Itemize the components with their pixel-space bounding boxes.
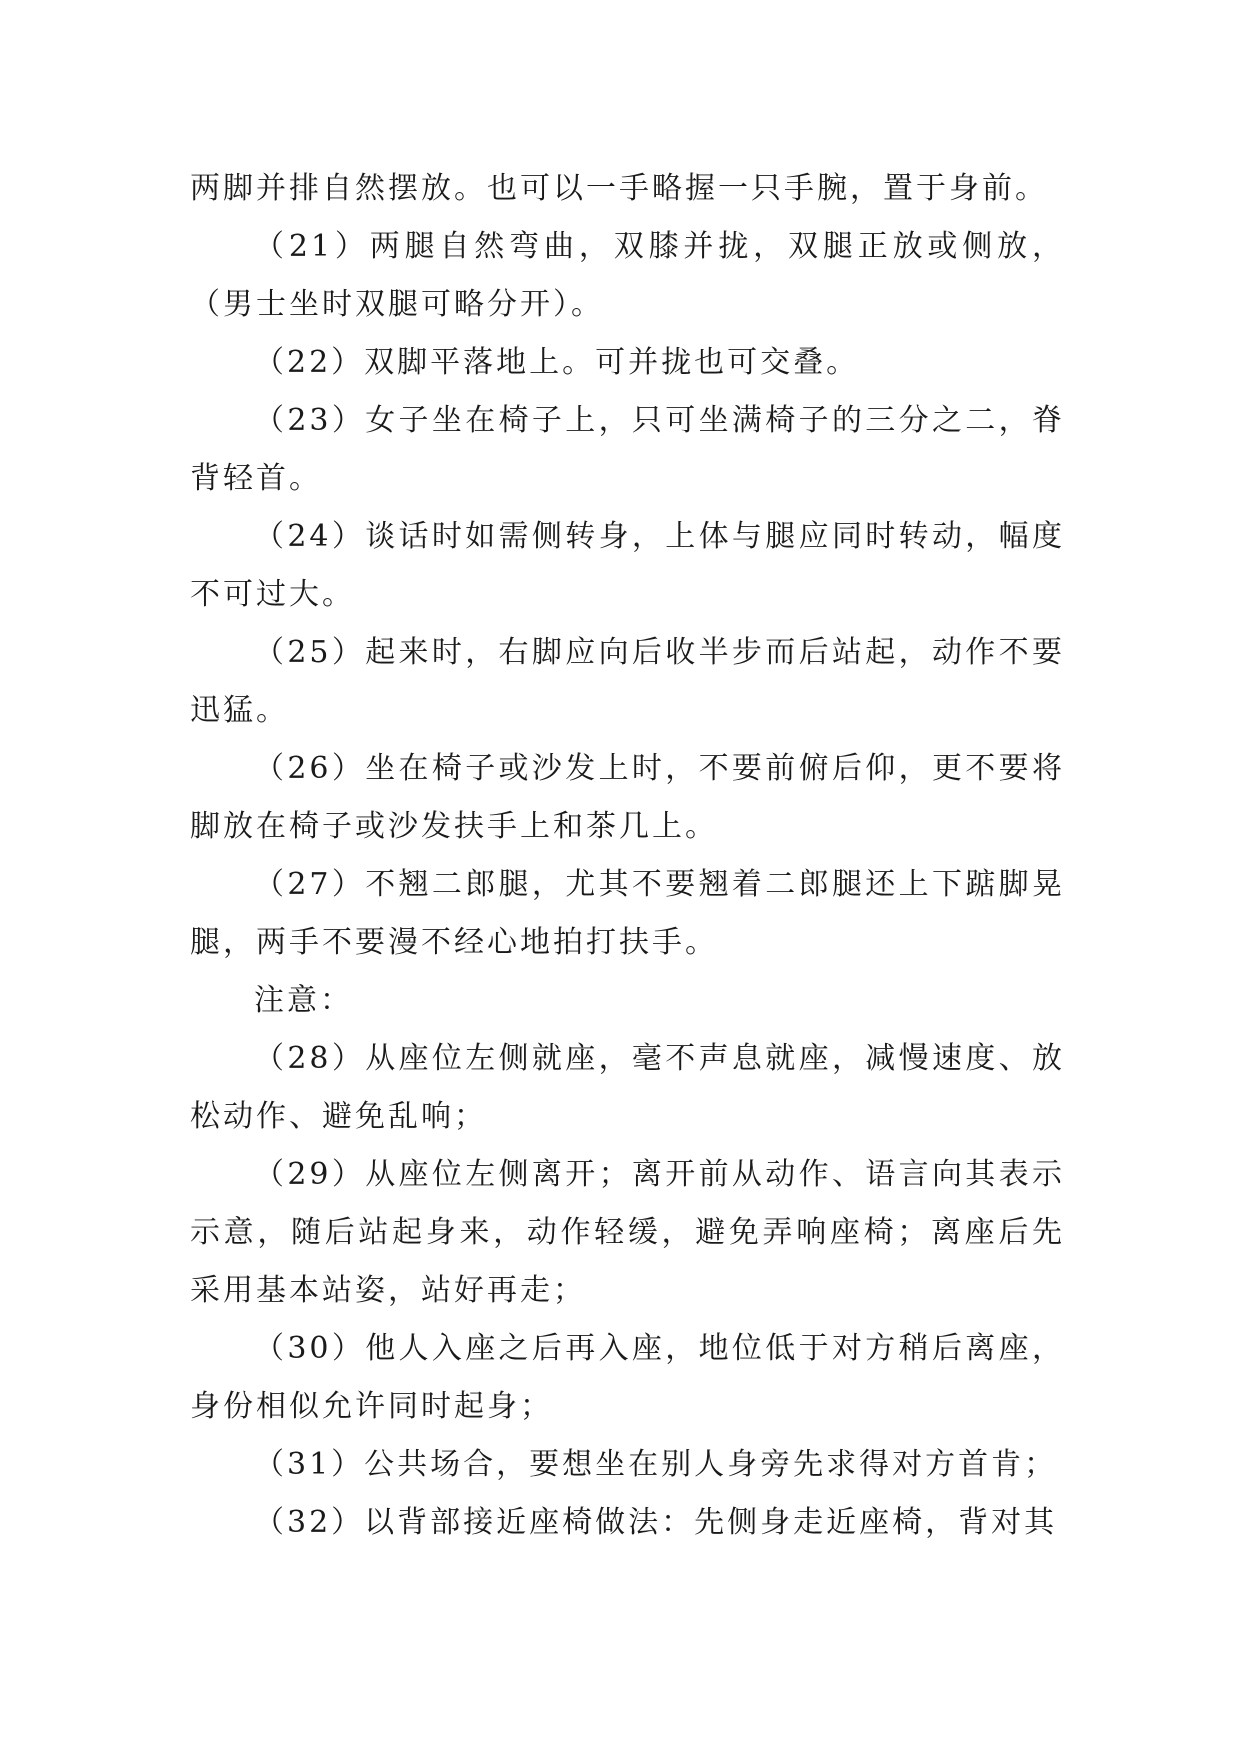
paragraph-31: （31）公共场合，要想坐在别人身旁先求得对方首肯； — [254, 1447, 1058, 1482]
paragraph-23: （23）女子坐在椅子上，只可坐满椅子的三分之二，脊背轻首。 — [190, 403, 1065, 496]
paragraph-22: （22）双脚平落地上。可并拢也可交叠。 — [254, 345, 860, 380]
paragraph-28: （28）从座位左侧就座，毫不声息就座，减慢速度、放松动作、避免乱响； — [190, 1041, 1065, 1134]
paragraph-25: （25）起来时，右脚应向后收半步而后站起，动作不要迅猛。 — [190, 635, 1065, 728]
paragraph-30: （30）他人入座之后再入座，地位低于对方稍后离座，身份相似允许同时起身； — [190, 1331, 1065, 1424]
paragraph-32: （32）以背部接近座椅做法：先侧身走近座椅，背对其 — [254, 1505, 1058, 1540]
paragraph-26: （26）坐在椅子或沙发上时，不要前俯后仰，更不要将脚放在椅子或沙发扶手上和茶几上。 — [190, 751, 1065, 844]
body-text — [190, 160, 1065, 1552]
paragraph-24: （24）谈话时如需侧转身，上体与腿应同时转动，幅度不可过大。 — [190, 519, 1065, 612]
paragraph-27: （27）不翘二郎腿，尤其不要翘着二郎腿还上下踮脚晃腿，两手不要漫不经心地拍打扶手。 — [190, 867, 1065, 960]
paragraph-29: （29）从座位左侧离开；离开前从动作、语言向其表示示意，随后站起身来，动作轻缓，避免弄响座椅；离座后先采用基本站姿，站好再走； — [190, 1157, 1065, 1308]
paragraph-21: （21）两腿自然弯曲，双膝并拢，双腿正放或侧放，（男士坐时双腿可略分开）。 — [190, 229, 1065, 322]
paragraph-continued: 两脚并排自然摆放。也可以一手略握一只手腕，置于身前。 — [190, 171, 1048, 206]
note-heading: 注意： — [254, 983, 353, 1018]
